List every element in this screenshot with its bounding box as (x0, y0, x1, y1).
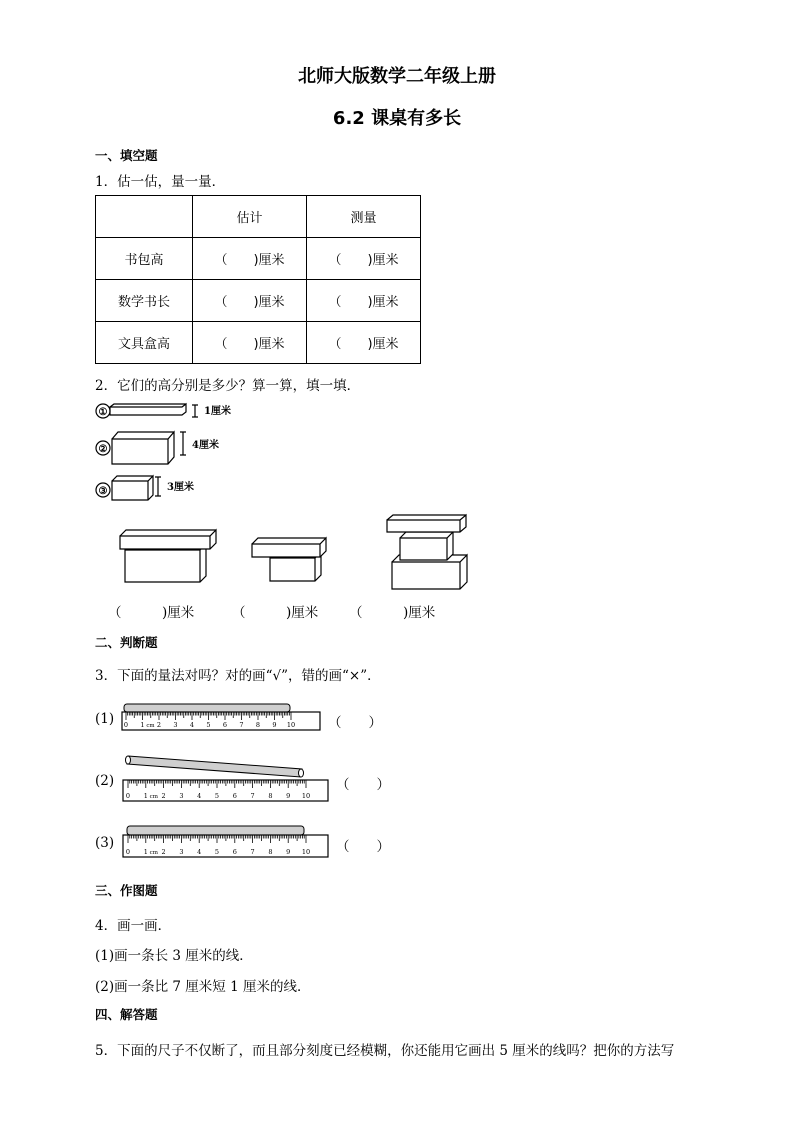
table-header-row (96, 196, 421, 238)
ruler-tick-label: 2 (161, 792, 166, 800)
ruler-tick-label: 9 (272, 721, 277, 729)
block-number: ③ (98, 486, 108, 497)
thin-block (120, 530, 216, 549)
answer-blank-2[interactable]: （ )厘米 (232, 605, 319, 621)
table-header-cell: 测量 (307, 196, 421, 238)
row-label: 数学书长 (96, 280, 193, 322)
question-5: 5．下面的尺子不仅断了，而且部分刻度已经模糊，你还能用它画出 5 厘米的线吗？把你的方法写 (95, 1043, 675, 1059)
question-4-1: (1)画一条长 3 厘米的线． (95, 948, 253, 964)
answer-blank-1[interactable]: （ )厘米 (108, 605, 195, 621)
ruler-tick-label: 0 (125, 848, 131, 856)
row-label: 文具盒高 (96, 322, 193, 364)
ruler-tick-label: 4 (189, 721, 195, 729)
table-row (96, 322, 421, 364)
height-bracket (180, 432, 186, 455)
tall-block-shape (112, 432, 174, 464)
item-label: (2) (95, 773, 115, 789)
rod (127, 826, 304, 835)
section-heading-drawing: 三、作图题 (95, 883, 158, 898)
thin-block (387, 515, 466, 532)
item-label: (3) (95, 835, 115, 851)
ruler-tick-label: 8 (268, 848, 273, 856)
ruler-figure-2 (120, 752, 335, 804)
ruler-tick-label: 6 (222, 721, 228, 729)
table-row (96, 280, 421, 322)
ruler-tick-label: 9 (286, 848, 291, 856)
estimate-blank[interactable]: （ )厘米 (193, 322, 307, 364)
height-label: 1厘米 (204, 406, 231, 417)
ruler-tick-label: 3 (179, 848, 184, 856)
ruler-tick-label: 4 (197, 848, 202, 856)
question-4-2: (2)画一条比 7 厘米短 1 厘米的线． (95, 979, 311, 995)
ruler-tick-label: 1 (140, 721, 145, 729)
stacked-blocks-figure (110, 510, 490, 595)
ruler-tick-label: 7 (250, 792, 255, 800)
ruler-tick-label: 9 (286, 792, 291, 800)
measure-blank[interactable]: （ )厘米 (307, 238, 421, 280)
ruler-tick-label: 0 (125, 792, 131, 800)
answer-blank-judge-1[interactable]: （ ） (328, 715, 382, 731)
ruler-tick-label: 6 (232, 792, 237, 800)
document-subtitle: 6.2 课桌有多长 (332, 108, 462, 129)
ruler-unit-label: cm (146, 723, 155, 729)
thin-block (252, 538, 326, 557)
row-label: 书包高 (96, 238, 193, 280)
section-heading-solve: 四、解答题 (95, 1007, 158, 1022)
table-header-cell: 估计 (193, 196, 307, 238)
item-label: (1) (95, 711, 115, 727)
medium-block-shape (112, 476, 153, 500)
block-number: ② (98, 444, 108, 455)
table-row (96, 238, 421, 280)
block-legend-figure (90, 395, 290, 505)
ruler-unit-label: cm (149, 794, 158, 800)
ruler-tick-label: 5 (214, 792, 220, 800)
ruler-tick-label: 10 (301, 848, 311, 856)
ruler-figure-1 (120, 696, 325, 736)
ruler-tick-label: 7 (250, 848, 255, 856)
height-bracket (192, 405, 198, 417)
section-heading-true-false: 二、判断题 (95, 635, 158, 650)
ruler-tick-label: 5 (214, 848, 220, 856)
estimate-blank[interactable]: （ )厘米 (193, 280, 307, 322)
answer-blank-judge-3[interactable]: （ ） (336, 839, 390, 855)
ruler-tick-label: 4 (197, 792, 202, 800)
big-block (125, 544, 206, 582)
medium-block (400, 532, 453, 560)
ruler-tick-label: 8 (255, 721, 261, 729)
height-label: 4厘米 (192, 440, 219, 451)
thin-block-shape (110, 404, 186, 415)
ruler-tick-label: 1 (143, 848, 148, 856)
ruler-unit-label: cm (149, 850, 158, 856)
ruler-tick-label: 8 (268, 792, 273, 800)
ruler-tick-label: 7 (239, 721, 244, 729)
ruler-tick-label: 10 (286, 721, 296, 729)
answer-blank-3[interactable]: （ )厘米 (349, 605, 436, 621)
answer-blank-judge-2[interactable]: （ ） (336, 777, 390, 793)
section-heading-fill-blank: 一、填空题 (95, 148, 158, 163)
tilted-rod (127, 756, 302, 777)
question-2: 2．它们的高分别是多少？算一算，填一填． (95, 378, 361, 394)
measure-blank[interactable]: （ )厘米 (307, 280, 421, 322)
ruler-tick-label: 6 (232, 848, 237, 856)
height-label: 3厘米 (167, 482, 194, 493)
ruler-tick-label: 5 (206, 721, 211, 729)
ruler-tick-label: 2 (156, 721, 162, 729)
question-3: 3．下面的量法对吗？对的画“√”，错的画“×”． (95, 668, 381, 684)
ruler-tick-label: 10 (301, 792, 311, 800)
estimate-table (95, 195, 421, 364)
estimate-blank[interactable]: （ )厘米 (193, 238, 307, 280)
ruler-tick-label: 1 (143, 792, 148, 800)
ruler-tick-label: 2 (161, 848, 166, 856)
table-header-cell (96, 196, 193, 238)
block-number: ① (98, 407, 108, 418)
ruler-tick-label: 0 (123, 721, 129, 729)
document-title: 北师大版数学二年级上册 (298, 66, 496, 87)
measure-blank[interactable]: （ )厘米 (307, 322, 421, 364)
question-1: 1．估一估，量一量． (95, 174, 226, 190)
ruler-tick-label: 3 (173, 721, 178, 729)
height-bracket (155, 477, 161, 496)
question-4: 4．画一画． (95, 918, 172, 934)
ruler-figure-3 (120, 822, 335, 862)
rod (124, 704, 290, 712)
ruler-tick-label: 3 (179, 792, 184, 800)
